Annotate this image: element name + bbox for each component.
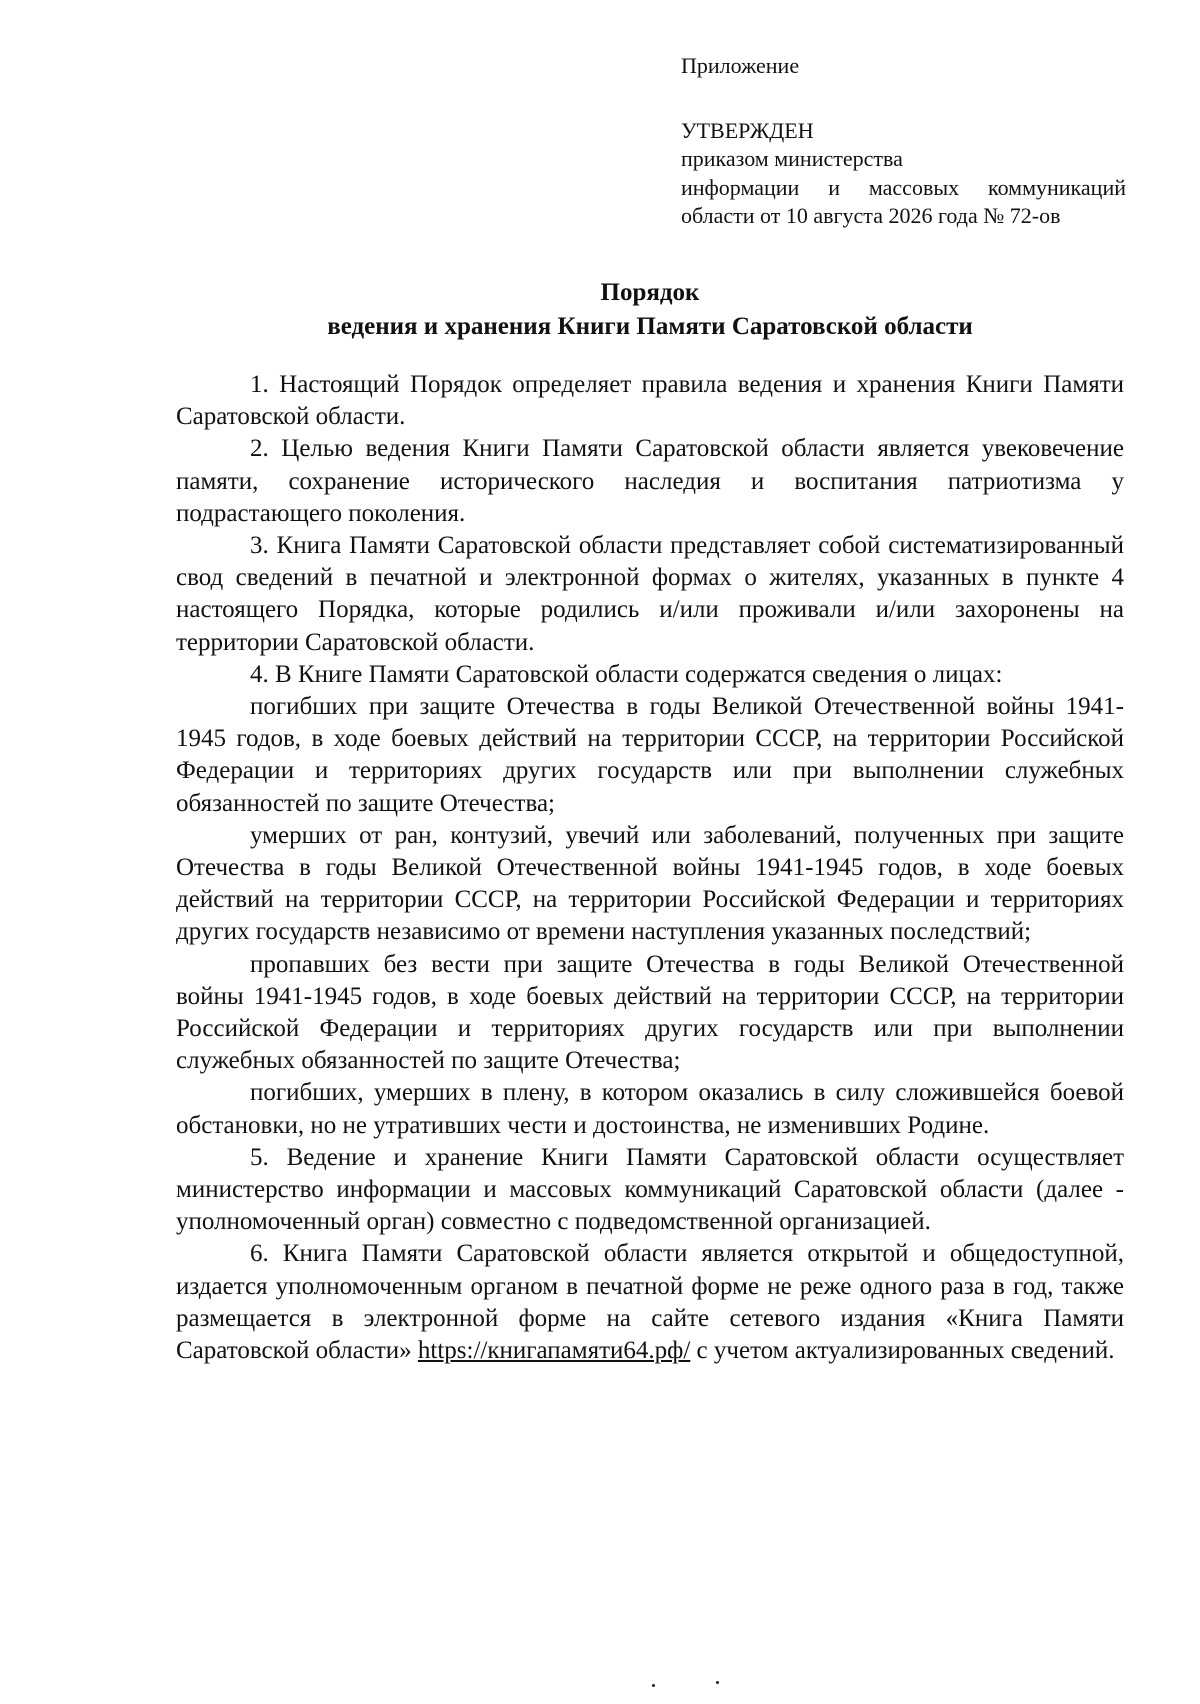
title-line-2: ведения и хранения Книги Памяти Саратовской области <box>327 313 973 340</box>
paragraph-4-item-2: умерших от ран, контузий, увечий или заболеваний, полученных при защите Отечества в годы Великой Отечественной войны 1941-1945 годов, в ходе боевых действий на территории СССР, на территории Российской Федерации и территориях других государств независимо от времени наступления указанных последствий; <box>176 821 1124 946</box>
document-body <box>176 369 1124 1367</box>
approval-block <box>681 52 1126 231</box>
scan-speck <box>652 1684 655 1687</box>
memory-book-site-link[interactable]: https://книгапамяти64.рф/ <box>417 1337 691 1365</box>
title-line-1: Порядок <box>600 279 700 306</box>
paragraph-5: 5. Ведение и хранение Книги Памяти Саратовской области осуществляет министерство информации и массовых коммуникаций Саратовской области (далее - уполномоченный орган) совместно с подведомственной организацией. <box>176 1143 1124 1236</box>
scan-speck <box>716 1681 719 1684</box>
paragraph-6 <box>176 1238 1124 1367</box>
document-title <box>176 276 1124 344</box>
approval-line-3: области от 10 августа 2026 года № 72-ов <box>681 203 1061 228</box>
paragraph-4-item-4: погибших, умерших в плену, в котором оказались в силу сложившейся боевой обстановки, но не утративших чести и достоинства, не изменивших Родине. <box>176 1079 1124 1139</box>
approval-line-1: приказом министерства <box>681 146 903 171</box>
paragraph-6-text: 6. Книга Памяти Саратовской области является открытой и общедоступной, издается уполномоченным органом в печатной форме не реже одного раза в год, также размещается в электронной форме на сайте сетевого издания «Книга Памяти Саратовской области» <box>176 1240 1124 1365</box>
paragraph-6-tail: с учетом актуализированных сведений. <box>690 1337 1115 1365</box>
approval-line-2: информации и массовых коммуникаций <box>681 174 1126 200</box>
attachment-label: Приложение <box>681 53 800 78</box>
approved-label: УТВЕРЖДЕН <box>681 117 814 143</box>
paragraph-1: 1. Настоящий Порядок определяет правила ведения и хранения Книги Памяти Саратовской области. <box>176 371 1124 431</box>
paragraph-4: 4. В Книге Памяти Саратовской области содержатся сведения о лицах: <box>250 660 1003 688</box>
paragraph-4-item-1: погибших при защите Отечества в годы Великой Отечественной войны 1941-1945 годов, в ходе боевых действий на территории СССР, на территории Российской Федерации и территориях других государств или при выполнении служебных обязанностей по защите Отечества; <box>176 693 1124 817</box>
paragraph-4-item-3: пропавших без вести при защите Отечества в годы Великой Отечественной войны 1941-1945 годов, в ходе боевых действий на территории СССР, на территории Российской Федерации и территориях других государств или при выполнении служебных обязанностей по защите Отечества; <box>176 950 1124 1075</box>
paragraph-3: 3. Книга Памяти Саратовской области представляет собой систематизированный свод сведений в печатной и электронной формах о жителях, указанных в пункте 4 настоящего Порядка, которые родились и/или проживали и/или захоронены на территории Саратовской области. <box>176 532 1124 656</box>
paragraph-2: 2. Целью ведения Книги Памяти Саратовской области является увековечение памяти, сохранение исторического наследия и воспитания патриотизма у подрастающего поколения. <box>176 435 1124 527</box>
